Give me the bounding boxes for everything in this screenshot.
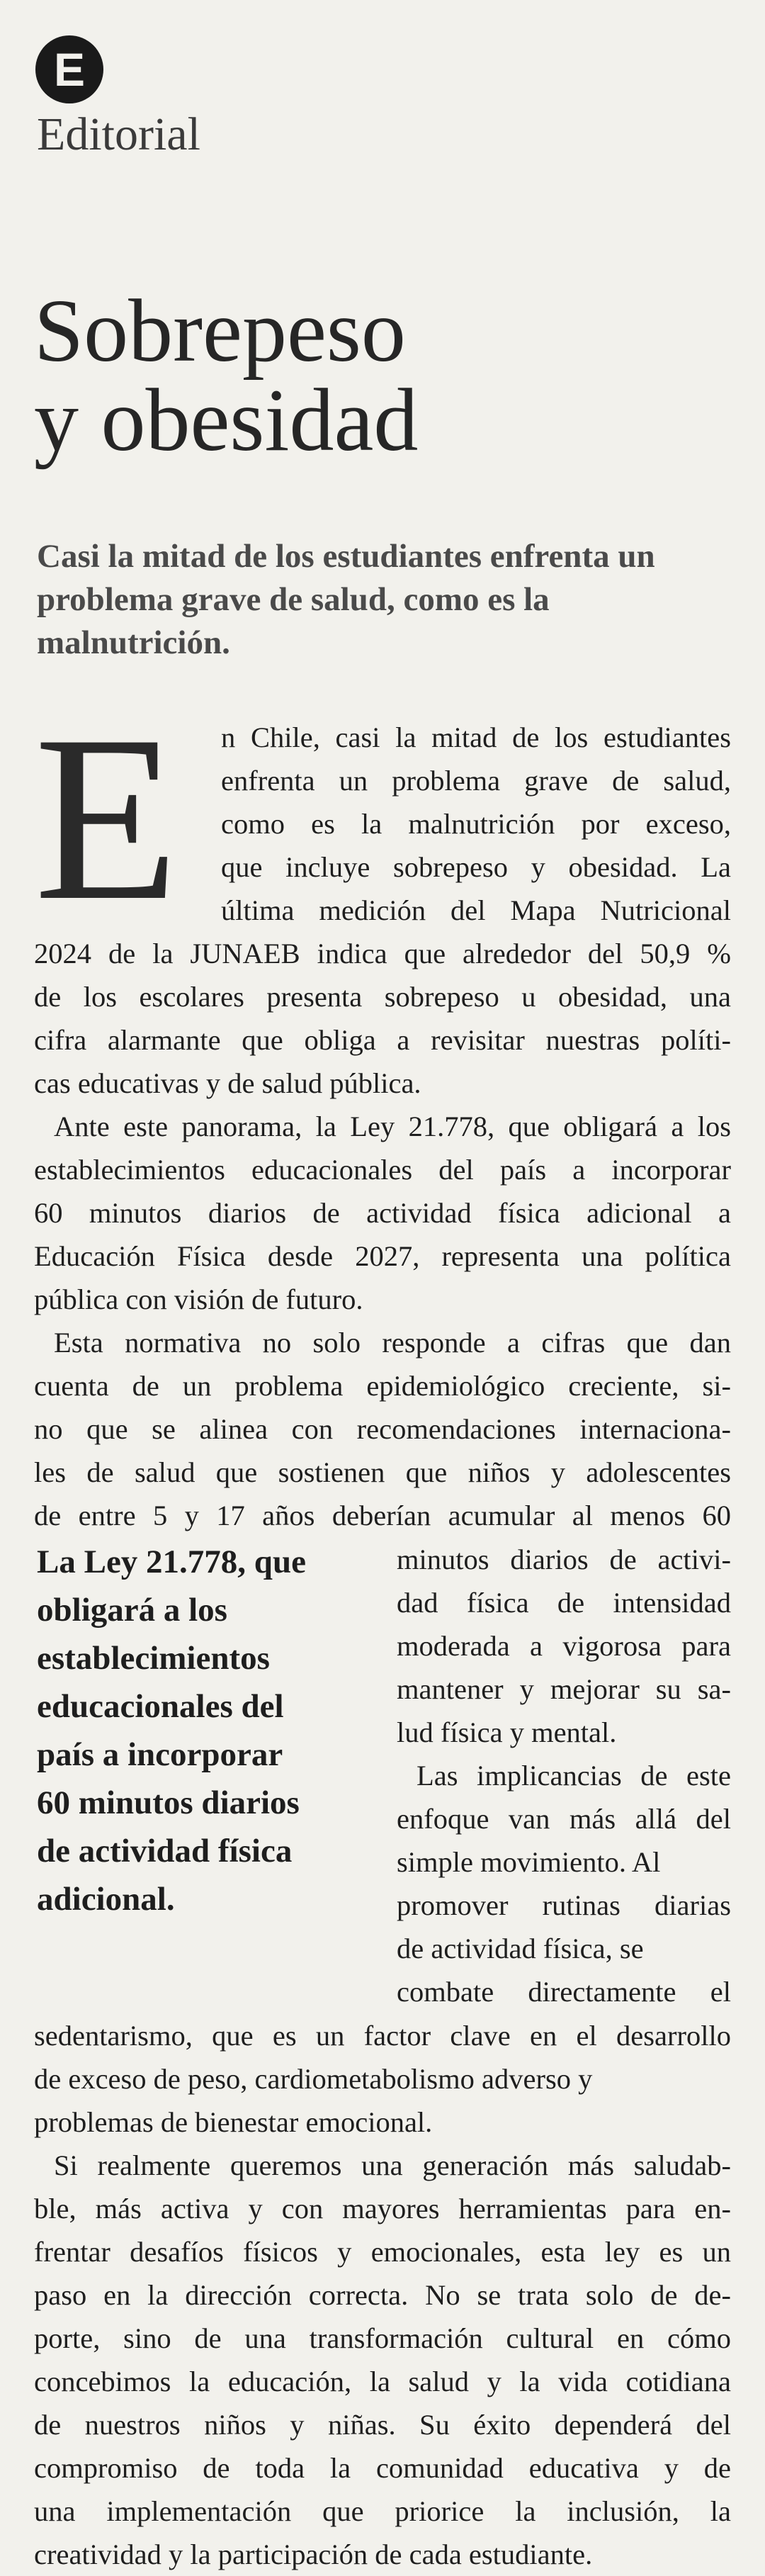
paragraph-3 [34,1321,731,1537]
text-line: de exceso de peso, cardiometabolismo adverso y [34,2063,593,2095]
editorial-logo: E [35,35,103,103]
text-line: ble, más activa y con mayores herramientas para en- [34,2193,731,2225]
pull-quote-line: educacionales del [37,1688,284,1725]
pull-quote-line: La Ley 21.778, que [37,1543,306,1580]
text-line: una implementación que priorice la inclusión, la [34,2495,731,2527]
text-line: no que se alinea con recomendaciones internaciona- [34,1413,731,1445]
text-line: como es la malnutrición por exceso, [221,808,731,840]
text-line: cifra alarmante que obliga a revisitar nuestras políti- [34,1024,731,1056]
pull-quote-line: de actividad física [37,1833,293,1869]
headline-line: y obesidad [34,371,419,470]
text-line: sedentarismo, que es un factor clave en el desarrollo [34,2020,731,2052]
pull-quote-line: obligará a los [37,1592,227,1629]
text-line: 2024 de la JUNAEB indica que alrededor del 50,9 % [34,938,731,969]
text-line: paso en la dirección correcta. No se trata solo de de- [34,2279,731,2311]
text-line: les de salud que sostienen que niños y adolescentes [34,1456,731,1488]
paragraph-4-continuation [34,2014,731,2144]
text-line: minutos diarios de activi- [397,1543,731,1575]
text-line: 60 minutos diarios de actividad física adicional a [34,1197,731,1229]
text-line: pública con visión de futuro. [34,1283,363,1315]
text-line: concebimos la educación, la salud y la vida cotidiana [34,2366,731,2397]
text-line: Ante este panorama, la Ley 21.778, que obligará a los [54,1110,731,1142]
text-line: simple movimiento. Al [397,1846,661,1878]
text-line: frentar desafíos físicos y emocionales, esta ley es un [34,2236,731,2268]
text-line: promover rutinas diarias [397,1889,731,1921]
headline-line: Sobrepeso [34,282,406,381]
text-line: Educación Física desde 2027, representa una política [34,1240,731,1272]
drop-cap: E [34,687,179,950]
text-line: n Chile, casi la mitad de los estudiantes [221,721,731,753]
text-line: cuenta de un problema epidemiológico creciente, si- [34,1370,731,1402]
pull-quote-line: establecimientos [37,1640,270,1677]
paragraph-1-dropcap-block [221,716,731,932]
text-line: de actividad física, se [397,1933,644,1964]
text-line: cas educativas y de salud pública. [34,1067,421,1099]
text-line: dad física de intensidad [397,1587,731,1619]
paragraph-1 [34,932,731,1105]
text-line: enfrenta un problema grave de salud, [221,765,731,797]
paragraph-5 [34,2144,731,2576]
text-line: compromiso de toda la comunidad educativa y de [34,2452,731,2484]
headline [34,282,728,470]
text-line: última medición del Mapa Nutricional [221,894,731,926]
pull-quote-line: adicional. [37,1881,175,1918]
text-line: problemas de bienestar emocional. [34,2106,433,2138]
text-line: que incluye sobrepeso y obesidad. La [221,851,731,883]
text-line: de nuestros niños y niñas. Su éxito dependerá del [34,2409,731,2441]
pull-quote-line: 60 minutos diarios [37,1784,300,1821]
text-line: lud física y mental. [397,1716,617,1748]
text-line: porte, sino de una transformación cultural en cómo [34,2322,731,2354]
pull-quote-line: país a incorporar [37,1736,283,1773]
right-column-text [397,1538,731,2013]
section-label: Editorial [37,108,200,160]
text-line: Las implicancias de este [416,1760,731,1792]
deck-subtitle: Casi la mitad de los estudiantes enfrenta un problema grave de salud, como es la malnutrición. [37,538,655,661]
text-line: de los escolares presenta sobrepeso u obesidad, una [34,981,731,1013]
text-line: creatividad y la participación de cada estudiante. [34,2538,593,2570]
text-line: Esta normativa no solo responde a cifras que dan [54,1327,731,1359]
text-line: mantener y mejorar su sa- [397,1673,731,1705]
text-line: enfoque van más allá del [397,1803,731,1835]
text-line: de entre 5 y 17 años deberían acumular al menos 60 [34,1500,731,1531]
text-line: moderada a vigorosa para [397,1630,731,1662]
paragraph-2 [34,1105,731,1321]
text-line: establecimientos educacionales del país a incorporar [34,1154,731,1186]
text-line: combate directamente el [397,1976,731,2008]
pull-quote [37,1538,377,1923]
text-line: Si realmente queremos una generación más saludab- [54,2149,731,2181]
